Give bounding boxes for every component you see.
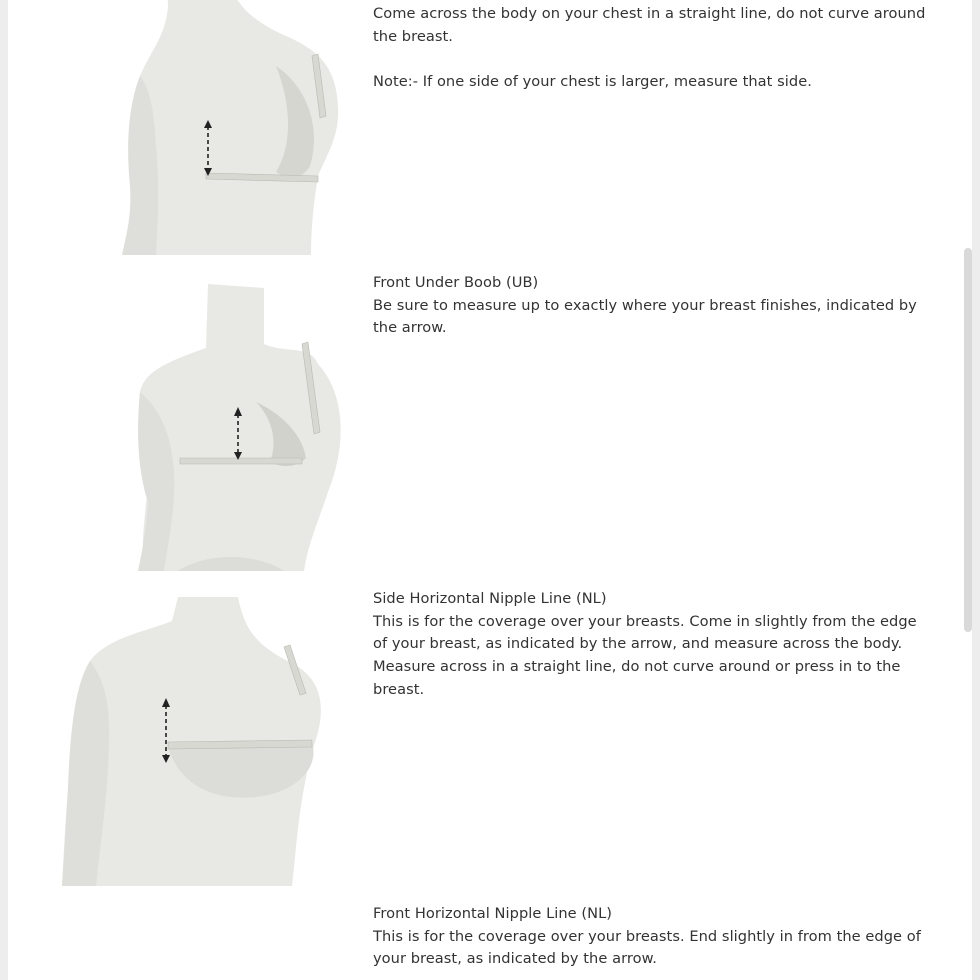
measuring-tape <box>180 458 302 464</box>
section-1-note: Note:- If one side of your chest is larger, measure that side. <box>373 73 812 91</box>
mannequin-front-under-boob-image <box>56 282 345 571</box>
section-3-title: Side Horizontal Nipple Line (NL) <box>373 590 607 607</box>
section-4-body: This is for the coverage over your breasts. End slightly in from the edge of your breast, as indicated by the arrow. <box>373 927 921 968</box>
paragraph-gap <box>373 48 933 71</box>
section-3-text <box>373 588 933 702</box>
section-4-title: Front Horizontal Nipple Line (NL) <box>373 905 613 922</box>
section-2-title: Front Under Boob (UB) <box>373 274 539 291</box>
section-2-body: Be sure to measure up to exactly where your breast finishes, indicated by the arrow. <box>373 296 917 337</box>
section-3-body: This is for the coverage over your breasts. Come in slightly from the edge of your breast, as indicated by the arrow, and measure across the body. Measure across in a straight line, do not curve around or press in to the breast. <box>373 612 917 698</box>
document-page <box>8 0 972 980</box>
mannequin-figure-1 <box>56 0 345 255</box>
mannequin-under-chest-image <box>56 0 345 255</box>
mannequin-figure-2 <box>56 282 345 571</box>
vertical-scrollbar[interactable] <box>964 248 972 632</box>
section-1-line: Come across the body on your chest in a straight line, do not curve around the breast. <box>373 5 926 45</box>
section-2-text <box>373 272 933 340</box>
mannequin-side-nipple-line-image <box>56 597 345 886</box>
section-1-text <box>373 3 933 94</box>
section-4-text <box>373 903 933 971</box>
mannequin-figure-3 <box>56 597 345 886</box>
